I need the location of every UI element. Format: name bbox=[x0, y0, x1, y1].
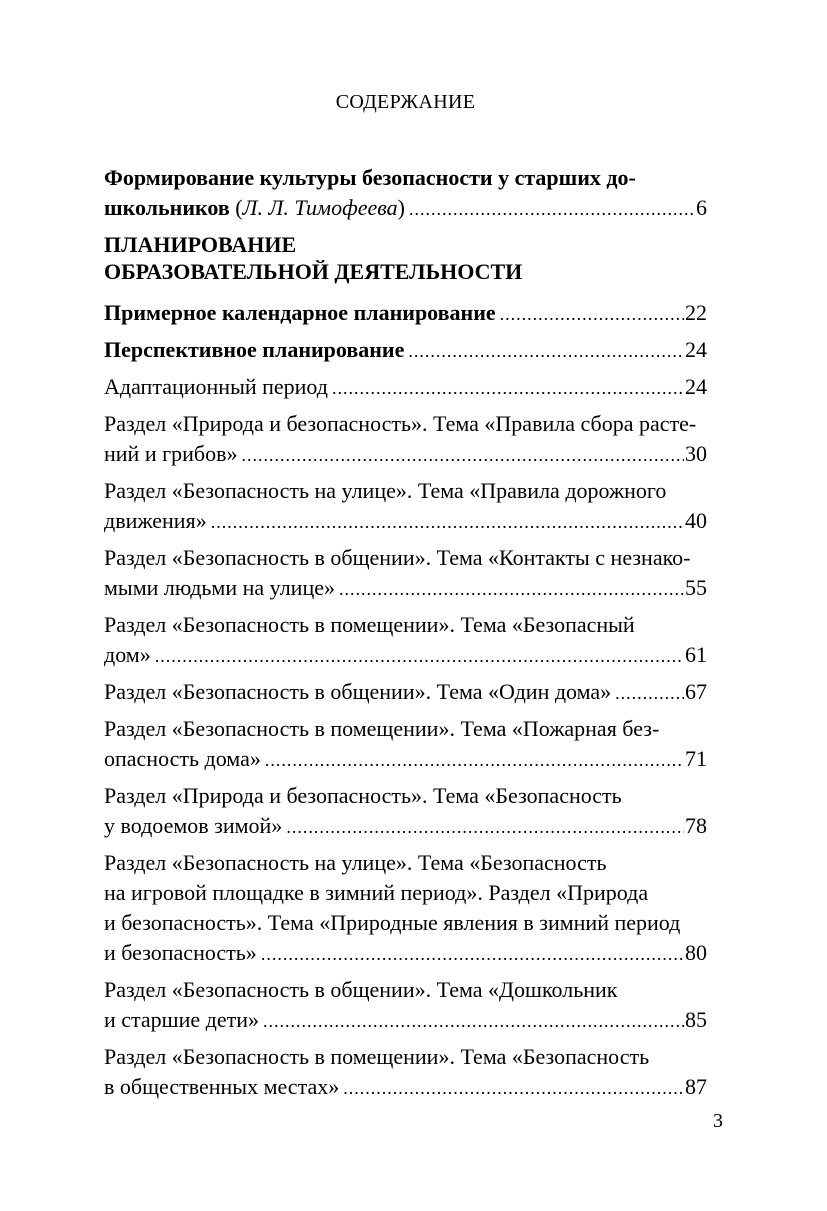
toc-entry-page: 30 bbox=[685, 441, 707, 466]
dot-leader bbox=[261, 939, 684, 969]
toc-entry-last-line: школьников (Л. Л. Тимофеева) ..... 6 bbox=[104, 193, 707, 224]
toc-entry-last-line bbox=[104, 640, 707, 671]
dot-leader bbox=[332, 373, 684, 403]
dot-leader bbox=[265, 745, 684, 775]
toc-entry-last-line bbox=[104, 506, 707, 537]
toc-entry-line: Раздел «Безопасность в помещении». Тема «Пожарная без- bbox=[104, 716, 660, 741]
page-number: 3 bbox=[713, 1110, 723, 1132]
toc-entry-page: 87 bbox=[685, 1074, 707, 1099]
toc-entry[interactable] bbox=[104, 975, 707, 1036]
toc-entries-list bbox=[104, 372, 707, 1103]
dot-leader bbox=[241, 440, 684, 470]
dot-leader bbox=[339, 574, 684, 604]
toc-entry-text: Раздел «Безопасность в общении». Тема «Один дома» bbox=[104, 679, 612, 704]
section-heading-line: ПЛАНИРОВАНИЕ bbox=[104, 232, 297, 257]
toc-entry[interactable] bbox=[104, 677, 707, 708]
toc-entry-text: у водоемов зимой» bbox=[104, 813, 283, 838]
toc-entry-page: 22 bbox=[685, 300, 707, 325]
toc-entry-last-line bbox=[104, 1005, 707, 1036]
toc-entry-line: на игровой площадке в зимний период». Раздел «Природа bbox=[104, 880, 649, 905]
toc-entry-last-line bbox=[104, 372, 707, 403]
toc-entry-intro[interactable] bbox=[104, 163, 707, 224]
toc-title: СОДЕРЖАНИЕ bbox=[335, 91, 476, 113]
toc-entry-line: и безопасность». Тема «Природные явления в зимний период bbox=[104, 910, 681, 935]
toc-entry[interactable] bbox=[104, 848, 707, 969]
toc-entry-perspective-planning[interactable] bbox=[104, 335, 707, 366]
toc-entry[interactable] bbox=[104, 372, 707, 403]
toc-entry-last-line bbox=[104, 573, 707, 604]
toc-entry-text: и старшие дети» bbox=[104, 1007, 260, 1032]
toc-entry-text: в общественных местах» bbox=[104, 1074, 340, 1099]
toc-entry-text: школьников bbox=[104, 195, 230, 220]
toc-entry-line: Раздел «Природа и безопасность». Тема «Правила сбора расте- bbox=[104, 411, 697, 436]
dot-leader bbox=[211, 507, 684, 537]
dot-leader bbox=[615, 678, 684, 708]
dot-leader bbox=[286, 812, 684, 842]
toc-entry[interactable] bbox=[104, 543, 707, 604]
toc-entry-last-line bbox=[104, 677, 707, 708]
toc-entry-line: Раздел «Безопасность в помещении». Тема «Безопасный bbox=[104, 612, 635, 637]
toc-entry-calendar-planning[interactable] bbox=[104, 298, 707, 329]
section-heading bbox=[104, 231, 707, 285]
toc-entry[interactable] bbox=[104, 610, 707, 671]
toc-entry-page: 85 bbox=[685, 1007, 707, 1032]
toc-entry-text: и безопасность» bbox=[104, 940, 257, 965]
toc-entry-text: Примерное календарное планирование bbox=[104, 300, 496, 325]
toc-entry-page: 6 bbox=[696, 195, 707, 220]
toc-entry-last-line bbox=[104, 744, 707, 775]
dot-leader bbox=[408, 336, 684, 366]
toc-entry-last-line bbox=[104, 938, 707, 969]
toc-entry-text: движения» bbox=[104, 508, 207, 533]
toc-entry-line: Раздел «Безопасность в общении». Тема «Дошкольник bbox=[104, 977, 618, 1002]
toc-entry-last-line bbox=[104, 1072, 707, 1103]
toc-entry[interactable] bbox=[104, 476, 707, 537]
toc-entry[interactable] bbox=[104, 781, 707, 842]
toc-entry-line: Раздел «Безопасность в помещении». Тема «Безопасность bbox=[104, 1044, 650, 1069]
dot-leader bbox=[500, 299, 684, 329]
toc-entry-text: ний и грибов» bbox=[104, 441, 238, 466]
toc-entry-text: дом» bbox=[104, 642, 151, 667]
dot-leader bbox=[343, 1073, 684, 1103]
toc-entry-text: Адаптационный период bbox=[104, 374, 328, 399]
toc-entry-text: опасность дома» bbox=[104, 746, 261, 771]
toc-entry-text: Перспективное планирование bbox=[104, 337, 405, 362]
toc-entry-line: Раздел «Природа и безопасность». Тема «Безопасность bbox=[104, 783, 622, 808]
toc-entry-page: 40 bbox=[685, 508, 707, 533]
toc-entry-page: 80 bbox=[685, 940, 707, 965]
toc-entry[interactable] bbox=[104, 409, 707, 470]
toc-entry-line: Формирование культуры безопасности у старших до- bbox=[104, 165, 636, 190]
toc-entry-text: мыми людьми на улице» bbox=[104, 575, 335, 600]
toc-entry-page: 24 bbox=[685, 337, 707, 362]
dot-leader bbox=[155, 641, 684, 671]
toc-entry-last-line bbox=[104, 811, 707, 842]
toc-entry-last-line bbox=[104, 439, 707, 470]
toc-entry-line: Раздел «Безопасность на улице». Тема «Правила дорожного bbox=[104, 478, 667, 503]
toc-entry-line: Раздел «Безопасность на улице». Тема «Безопасность bbox=[104, 850, 607, 875]
toc-entry-page: 67 bbox=[685, 679, 707, 704]
toc-entry-page: 78 bbox=[685, 813, 707, 838]
toc-entry-page: 61 bbox=[685, 642, 707, 667]
toc-entry-author: Л. Л. Тимофеева bbox=[242, 195, 398, 220]
dot-leader bbox=[263, 1006, 684, 1036]
toc-entry[interactable] bbox=[104, 714, 707, 775]
toc-entry-page: 71 bbox=[685, 746, 707, 771]
section-heading-line: ОБРАЗОВАТЕЛЬНОЙ ДЕЯТЕЛЬНОСТИ bbox=[104, 259, 523, 284]
toc-entry-page: 24 bbox=[685, 374, 707, 399]
dot-leader bbox=[409, 194, 695, 224]
toc-entry-page: 55 bbox=[685, 575, 707, 600]
toc-entry-line: Раздел «Безопасность в общении». Тема «Контакты с незнако- bbox=[104, 545, 691, 570]
toc-entry[interactable] bbox=[104, 1042, 707, 1103]
